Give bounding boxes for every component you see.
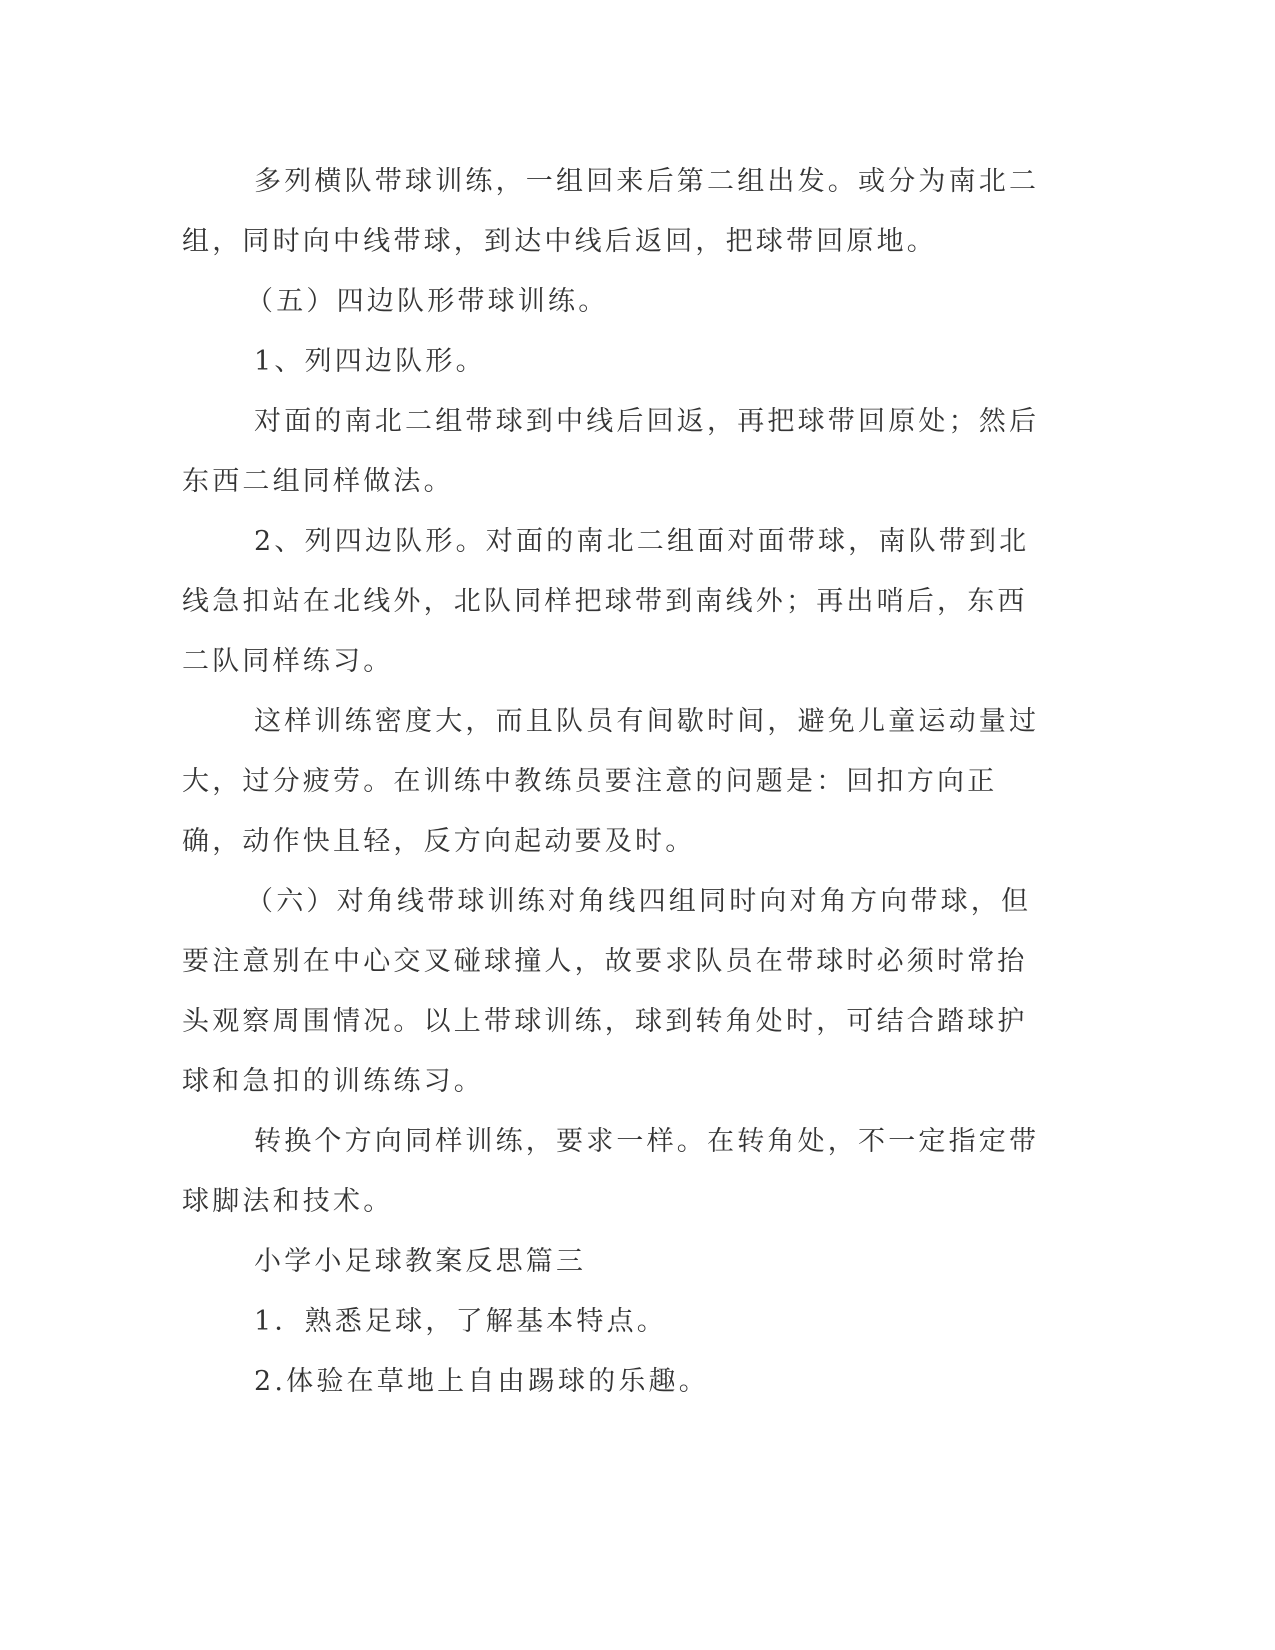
- paragraph-step-1: 1、列四边队形。: [254, 346, 486, 377]
- paragraph-section-five-heading: （五）四边队形带球训练。: [246, 286, 609, 317]
- document-body: [182, 152, 1042, 1412]
- paragraph-objective-1: 1．熟悉足球，了解基本特点。: [254, 1306, 667, 1337]
- paragraph-north-south-groups: 对面的南北二组带球到中线后回返，再把球带回原处；然后东西二组同样做法。: [182, 406, 1040, 497]
- paragraph-step-2: 2、列四边队形。对面的南北二组面对面带球，南队带到北线急扣站在北线外，北队同样把球带到南线外；再出哨后，东西二队同样练习。: [182, 526, 1030, 677]
- paragraph-training-density: 这样训练密度大，而且队员有间歇时间，避免儿童运动量过大，过分疲劳。在训练中教练员要注意的问题是：回扣方向正确，动作快且轻，反方向起动要及时。: [182, 706, 1040, 857]
- paragraph-section-six-diagonal: （六）对角线带球训练对角线四组同时向对角方向带球，但要注意别在中心交叉碰球撞人，故要求队员在带球时必须时常抬头观察周围情况。以上带球训练，球到转角处时，可结合踏球护球和急扣的训练练习。: [182, 886, 1032, 1097]
- paragraph-objective-2: 2.体验在草地上自由踢球的乐趣。: [254, 1366, 709, 1397]
- paragraph-section-title-three: 小学小足球教案反思篇三: [254, 1246, 587, 1277]
- paragraph-dribble-rows: 多列横队带球训练，一组回来后第二组出发。或分为南北二组，同时向中线带球，到达中线后返回，把球带回原地。: [182, 166, 1040, 257]
- paragraph-change-direction: 转换个方向同样训练，要求一样。在转角处，不一定指定带球脚法和技术。: [182, 1126, 1040, 1217]
